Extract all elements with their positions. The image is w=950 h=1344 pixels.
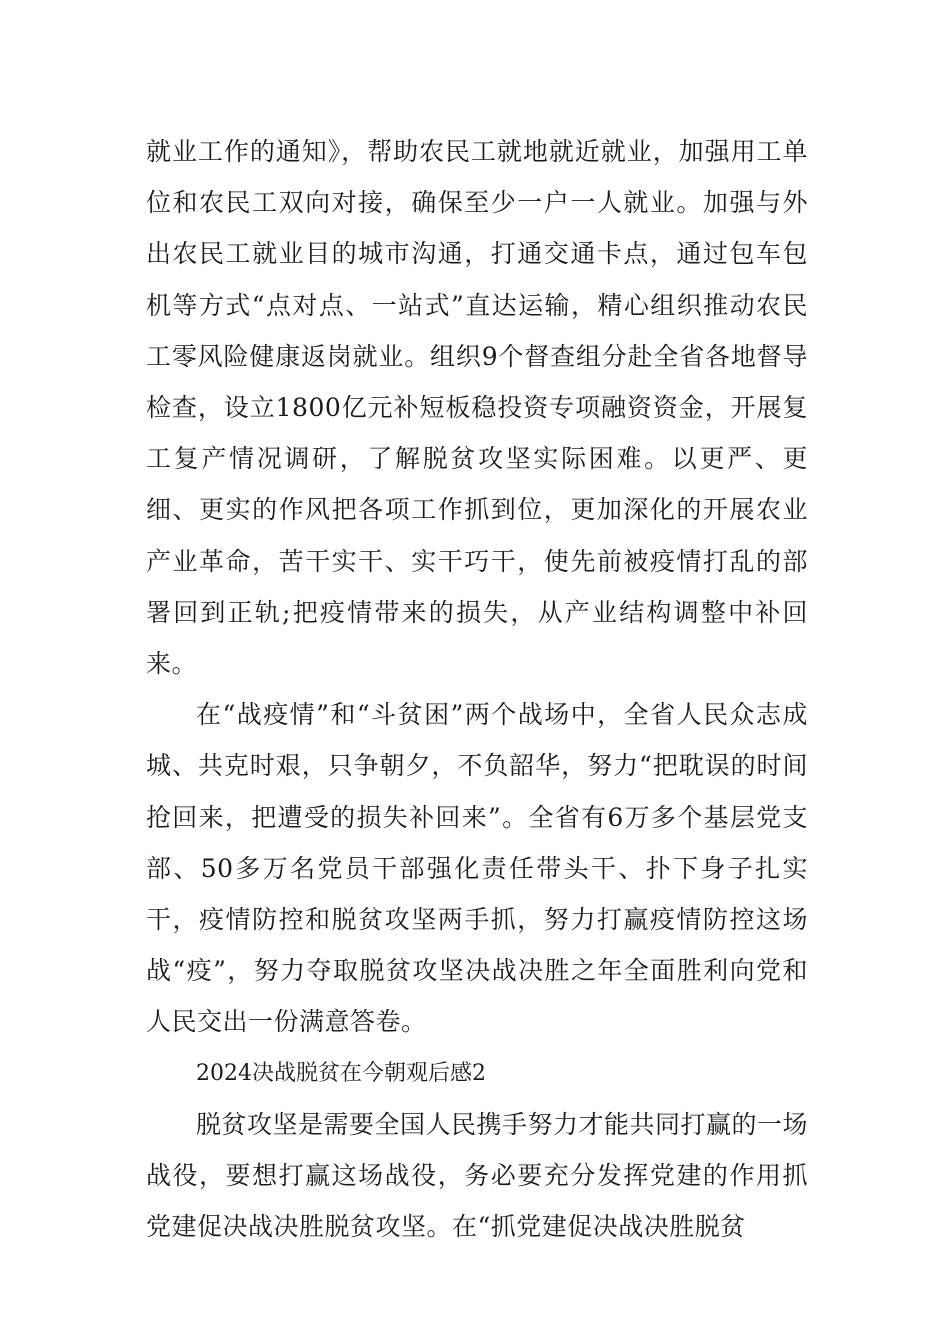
document-body bbox=[146, 126, 808, 1252]
paragraph-intro: 脱贫攻坚是需要全国人民携手努力才能共同打赢的一场战役，要想打赢这场战役，务必要充分发挥党建的作用抓党建促决战决胜脱贫攻坚。在“抓党建促决战决胜脱贫 bbox=[146, 1109, 809, 1242]
section-heading: 2024决战脱贫在今朝观后感2 bbox=[196, 1060, 486, 1086]
paragraph-summary: 在“战疫情”和“斗贫困”两个战场中，全省人民众志成城、共克时艰，只争朝夕，不负韶华，努力“把耽误的时间抢回来，把遭受的损失补回来”。全省有6万多个基层党支部、50多万名党员干部强化责任带头干、扑下身子扎实干，疫情防控和脱贫攻坚两手抓，努力打赢疫情防控这场战“疫”，努力夺取脱贫攻坚决战决胜之年全面胜利向党和人民交出一份满意答卷。 bbox=[146, 700, 808, 1037]
paragraph-continuation: 就业工作的通知》，帮助农民工就地就近就业，加强用工单位和农民工双向对接，确保至少一户一人就业。加强与外出农民工就业目的城市沟通，打通交通卡点，通过包车包机等方式“点对点、一站式”直达运输，精心组织推动农民工零风险健康返岗就业。组织9个督查组分赴全省各地督导检查，设立1800亿元补短板稳投资专项融资资金，开展复工复产情况调研，了解脱贫攻坚实际困难。以更严、更细、更实的作风把各项工作抓到位，更加深化的开展农业产业革命，苦干实干、实干巧干，使先前被疫情打乱的部署回到正轨;把疫情带来的损失，从产业结构调整中补回来。 bbox=[146, 137, 808, 679]
